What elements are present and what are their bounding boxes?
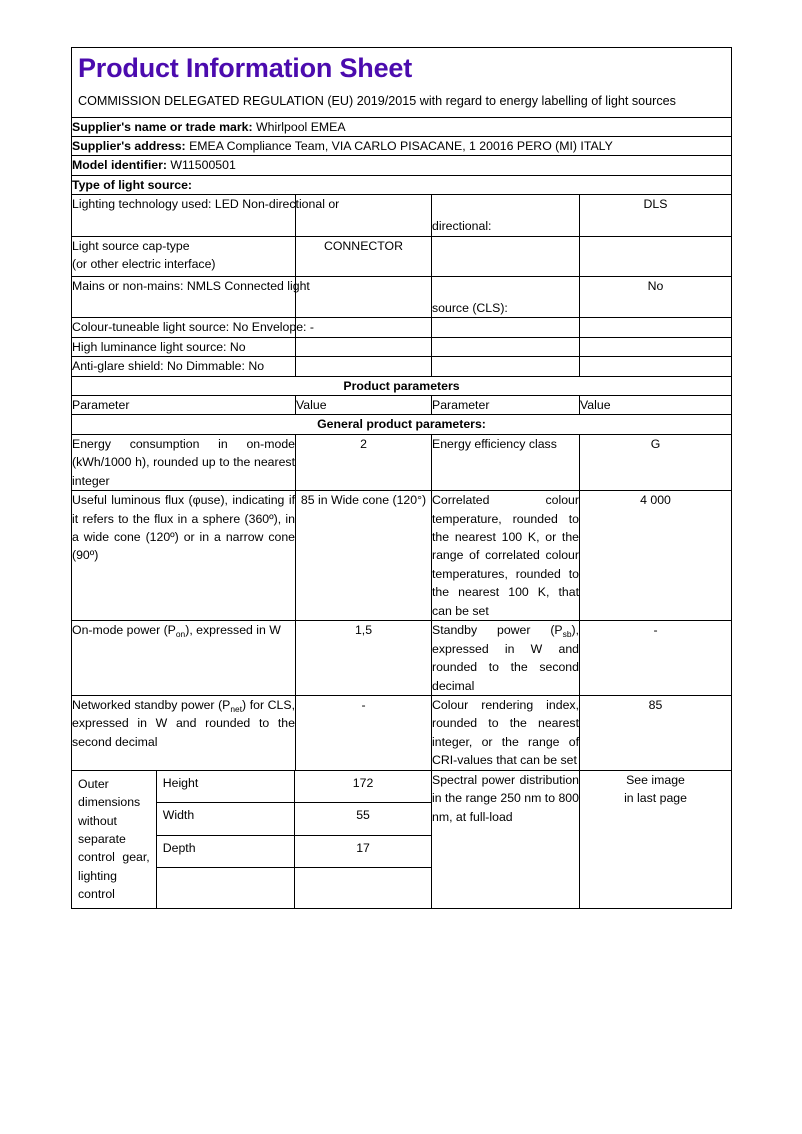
table-row-cap-type [72, 236, 732, 276]
table-row-anti-glare [72, 357, 732, 376]
on-mode-power-label [72, 621, 296, 696]
on-mode-power-subscript: on [175, 629, 186, 640]
header-parameter-1: Parameter [72, 395, 296, 414]
table-row-luminous-flux [72, 491, 732, 621]
mains-cell [72, 276, 310, 317]
general-product-parameters-banner: General product parameters: [72, 415, 732, 434]
type-of-light-source-label: Type of light source: [72, 175, 732, 194]
supplier-address-cell [72, 137, 732, 156]
correlated-colour-temperature-value: 4 000 [580, 491, 732, 621]
colour-tuneable-cell [72, 318, 314, 337]
cap-type-value: CONNECTOR [296, 236, 432, 276]
standby-power-value: - [580, 621, 732, 696]
directional-label: directional: [432, 195, 580, 236]
dimension-label-height: Height [156, 771, 294, 803]
regulation-subtitle: COMMISSION DELEGATED REGULATION (EU) 2019/2015 with regard to energy labelling of light sources [78, 94, 676, 109]
product-parameters-banner: Product parameters [72, 376, 732, 395]
correlated-colour-temperature-label: Correlated colour temperature, rounded to the nearest 100 K, or the range of correlated colour temperatures, rounded to the nearest 100 K, that can be set [432, 491, 580, 621]
cap-type-blank-2 [580, 236, 732, 276]
page-break-mask [0, 1048, 802, 1134]
table-row-mains [72, 276, 732, 317]
directional-value: DLS [580, 195, 732, 236]
colour-rendering-index-value: 85 [580, 695, 732, 770]
table-row-outer-dimensions [72, 770, 732, 908]
colour-rendering-index-label: Colour rendering index, rounded to the nearest integer, or the range of CRI-values that can be set [432, 695, 580, 770]
table-row-title [72, 48, 732, 118]
table-row-colour-tuneable [72, 318, 732, 337]
table-row-column-headers [72, 395, 732, 414]
energy-efficiency-class-value: G [580, 434, 732, 490]
on-mode-power-value: 1,5 [296, 621, 432, 696]
cap-type-blank-1 [432, 236, 580, 276]
supplier-address-label: Supplier's address: [72, 139, 186, 154]
luminous-flux-label-pre: Useful luminous flux ( [72, 493, 193, 508]
phi-symbol: φ [192, 493, 201, 508]
supplier-name-value: Whirlpool EMEA [256, 119, 346, 134]
spectral-value-line-2: in last page [624, 791, 687, 806]
networked-standby-power-label [72, 695, 296, 770]
supplier-name-cell [72, 117, 732, 136]
outer-dimensions-cell [72, 770, 432, 908]
table-row-supplier-name [72, 117, 732, 136]
colour-tuneable-label: Colour-tuneable light source: No Envelope: - [72, 320, 314, 335]
connected-light-source-label: source (CLS): [432, 276, 580, 317]
energy-efficiency-class-label: Energy efficiency class [432, 434, 580, 490]
dimension-label-width: Width [156, 803, 294, 836]
anti-glare-blank-1 [296, 357, 432, 376]
luminous-flux-value: 85 in Wide cone (120°) [296, 491, 432, 621]
table-row-supplier-address [72, 137, 732, 156]
anti-glare-blank-2 [432, 357, 580, 376]
model-identifier-cell [72, 156, 732, 175]
dimension-value-height: 172 [295, 771, 431, 803]
model-identifier-value: W11500501 [170, 158, 236, 173]
high-luminance-blank-1 [296, 337, 432, 356]
cap-type-label: Light source cap-type [72, 238, 190, 253]
dimensions-row-height [72, 771, 431, 803]
spectral-power-distribution-value [580, 770, 732, 908]
high-luminance-blank-2 [432, 337, 580, 356]
dimensions-filler-right [295, 868, 431, 908]
standby-power-label-post: ), expressed in W and rounded to the second decimal [432, 623, 579, 693]
title-cell [72, 48, 732, 118]
cap-type-cell [72, 236, 296, 276]
mains-blank [296, 276, 432, 317]
cap-type-label-second-line: (or other electric interface) [72, 257, 216, 272]
networked-standby-power-label-post: ) for CLS, expressed in W and rounded to the second decimal [72, 697, 295, 749]
mains-label: Mains or non-mains: NMLS Connected light [72, 278, 310, 293]
standby-power-label [432, 621, 580, 696]
lighting-technology-label: Lighting technology used: LED Non-directional or [72, 197, 340, 212]
table-row-model-identifier [72, 156, 732, 175]
anti-glare-cell [72, 357, 296, 376]
networked-standby-power-value: - [296, 695, 432, 770]
colour-tuneable-blank-2 [432, 318, 580, 337]
colour-tuneable-blank-3 [580, 318, 732, 337]
high-luminance-label: High luminance light source: No [72, 339, 246, 354]
on-mode-power-label-pre: On-mode power (P [72, 623, 176, 638]
table-row-energy-consumption [72, 434, 732, 490]
outer-dimensions-subtable [72, 771, 431, 908]
table-row-product-parameters-banner [72, 376, 732, 395]
dimension-value-depth: 17 [295, 835, 431, 868]
dimension-value-width: 55 [295, 803, 431, 836]
header-value-2: Value [580, 395, 732, 414]
connected-light-source-value: No [580, 276, 732, 317]
header-value-1: Value [296, 395, 432, 414]
table-row-lighting-technology [72, 195, 732, 236]
energy-consumption-label: Energy consumption in on-mode (kWh/1000 h), rounded up to the nearest integer [72, 434, 296, 490]
dimension-label-depth: Depth [156, 835, 294, 868]
anti-glare-blank-3 [580, 357, 732, 376]
model-identifier-label: Model identifier: [72, 158, 167, 173]
dimensions-filler-left [156, 868, 294, 908]
spectral-value-line-1: See image [626, 772, 685, 787]
standby-power-subscript: sb [562, 629, 572, 640]
page-title: Product Information Sheet [78, 53, 413, 83]
supplier-address-value: EMEA Compliance Team, VIA CARLO PISACANE, 1 20016 PERO (MI) ITALY [189, 139, 613, 154]
on-mode-power-label-post: ), expressed in W [185, 623, 281, 638]
outer-dimensions-label: Outer dimensions without separate control gear, lighting control [72, 771, 156, 908]
spectral-power-distribution-label: Spectral power distribution in the range 250 nm to 800 nm, at full-load [432, 770, 580, 908]
colour-tuneable-blank-1 [296, 318, 432, 337]
luminous-flux-label-post: use), indicating if it refers to the flux in a sphere (360º), in a wide cone (120º) or in a narrow cone (90º) [72, 493, 295, 563]
table-row-high-luminance [72, 337, 732, 356]
standby-power-label-pre: Standby power (P [432, 623, 563, 638]
table-row-on-mode-power [72, 621, 732, 696]
product-information-table [71, 47, 732, 909]
networked-standby-power-subscript: net [230, 703, 243, 714]
supplier-name-label: Supplier's name or trade mark: [72, 119, 253, 134]
luminous-flux-label [72, 491, 296, 621]
header-parameter-2: Parameter [432, 395, 580, 414]
energy-consumption-value: 2 [296, 434, 432, 490]
table-row-general-parameters-banner [72, 415, 732, 434]
table-row-networked-standby-power [72, 695, 732, 770]
high-luminance-cell [72, 337, 296, 356]
table-row-type-of-light-source [72, 175, 732, 194]
lighting-technology-cell [72, 195, 340, 236]
networked-standby-power-label-pre: Networked standby power (P [72, 697, 231, 712]
high-luminance-blank-3 [580, 337, 732, 356]
anti-glare-label: Anti-glare shield: No Dimmable: No [72, 359, 265, 374]
